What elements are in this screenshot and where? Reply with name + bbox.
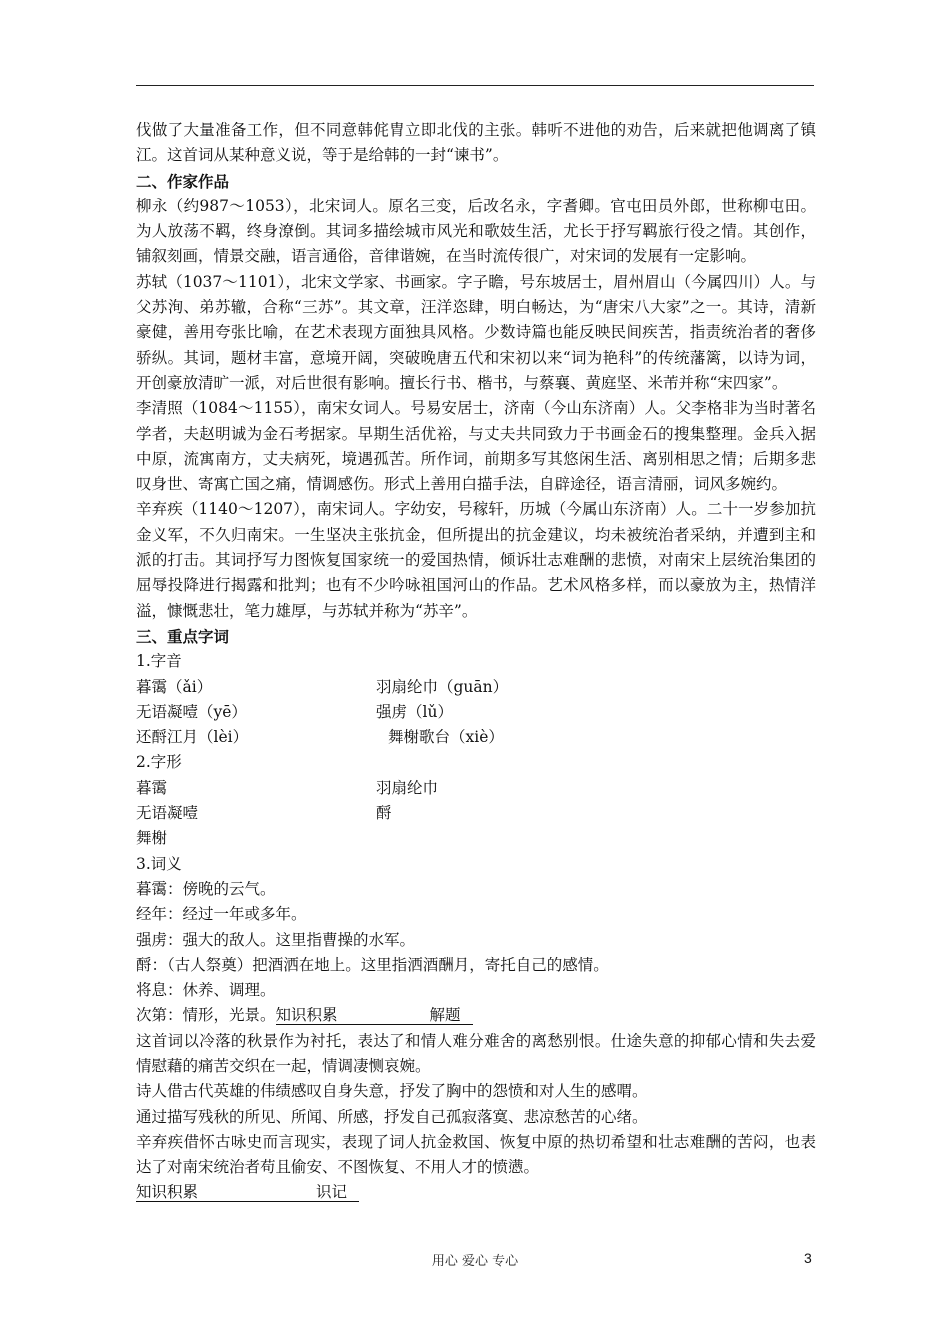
pron-item: 羽扇纶巾（guān） — [376, 677, 509, 696]
pron-item: 舞榭歌台（xiè） — [388, 728, 504, 747]
meaning-item: 次第：情形，光景。 — [136, 1006, 276, 1025]
meaning-item: 暮霭：傍晚的云气。 — [136, 879, 276, 898]
form-row — [136, 776, 816, 801]
page-number: 3 — [804, 1250, 812, 1266]
knowledge-shiji-link[interactable]: 知识积累 识记 — [136, 1183, 359, 1202]
pron-row — [136, 675, 816, 700]
knowledge-jieti-link[interactable]: 知识积累 解题 — [276, 1006, 473, 1025]
author-xinqiji: 辛弃疾（1140～1207），南宋词人。字幼安，号稼轩，历城（今属山东济南）人。二十一岁参加抗金义军，不久归南宋。一生坚决主张抗金，但所提出的抗金建议，均未被统治者采纳，并遭到主和派的打击。其词抒写力图恢复国家统一的爱国热情，倾诉壮志难酬的悲愤，对南宋上层统治集团的屈辱投降进行揭露和批判；也有不少吟咏祖国河山的作品。艺术风格多样，而以豪放为主，热情洋溢，慷慨悲壮，笔力雄厚，与苏轼并称为“苏辛”。 — [136, 500, 816, 620]
form-item: 暮霭 — [136, 778, 168, 797]
pron-row — [136, 700, 816, 725]
page-footer: 用心 爱心 专心 — [431, 1254, 519, 1269]
pron-item: 还酹江月（lèi） — [136, 728, 249, 747]
jieti-paragraph: 诗人借古代英雄的伟绩感叹自身失意，抒发了胸中的怨愤和对人生的感喟。 — [136, 1082, 648, 1101]
meaning-item: 经年：经过一年或多年。 — [136, 905, 307, 924]
section-title-vocab: 三、重点字词 — [136, 626, 230, 646]
form-title: 2.字形 — [136, 753, 182, 772]
form-row — [136, 826, 816, 851]
shiji-line — [136, 1180, 816, 1205]
form-item: 舞榭 — [136, 829, 168, 848]
section-title-authors: 二、作家作品 — [136, 171, 230, 191]
author-sushi: 苏轼（1037～1101），北宋文学家、书画家。字子瞻，号东坡居士，眉州眉山（今属四川）人。与父苏洵、弟苏辙，合称“三苏”。其文章，汪洋恣肆，明白畅达，为“唐宋八大家”之一。其诗，清新豪健，善用夸张比喻，在艺术表现方面独具风格。少数诗篇也能反映民间疾苦，指责统治者的奢侈骄纵。其词，题材丰富，意境开阔，突破晚唐五代和宋初以来“词为艳科”的传统藩篱，以诗为词，开创豪放清旷一派，对后世很有影响。擅长行书、楷书，与蔡襄、黄庭坚、米芾并称“宋四家”。 — [136, 272, 816, 392]
pron-row — [136, 725, 816, 750]
pron-item: 暮霭（ǎi） — [136, 677, 213, 696]
form-item: 无语凝噎 — [136, 804, 199, 823]
author-liqingzhao: 李清照（1084～1155），南宋女词人。号易安居士，济南（今山东济南）人。父李格非为当时著名学者，夫赵明诚为金石考据家。早期生活优裕，与丈夫共同致力于书画金石的搜集整理。金兵入据中原，流寓南方，丈夫病死，境遇孤苦。所作词，前期多写其悠闲生活、离别相思之情；后期多悲叹身世、寄寓亡国之痛，情调感伤。形式上善用白描手法，自辟途径，语言清丽，词风多婉约。 — [136, 399, 816, 494]
meaning-item: 强虏：强大的敌人。这里指曹操的水军。 — [136, 930, 416, 949]
form-item: 羽扇纶巾 — [376, 778, 439, 797]
jieti-paragraph: 通过描写残秋的所见、所闻、所感，抒发自己孤寂落寞、悲凉愁苦的心绪。 — [136, 1107, 648, 1126]
pronunciation-title: 1.字音 — [136, 652, 182, 671]
form-row — [136, 801, 816, 826]
intro-paragraph: 伐做了大量准备工作，但不同意韩侂胄立即北伐的主张。韩听不进他的劝告，后来就把他调离了镇江。这首词从某种意义说，等于是给韩的一封“谏书”。 — [136, 121, 816, 165]
pron-item: 无语凝噎（yē） — [136, 702, 247, 721]
header-rule — [136, 85, 814, 86]
meaning-title: 3.词义 — [136, 854, 182, 873]
document-body — [136, 118, 816, 1206]
form-item: 酹 — [376, 804, 392, 823]
author-liuyong: 柳永（约987～1053），北宋词人。原名三变，后改名永，字耆卿。官屯田员外郎，世称柳屯田。为人放荡不羁，终身潦倒。其词多描绘城市风光和歌妓生活，尤长于抒写羁旅行役之情。其创作，铺叙刻画，情景交融，语言通俗，音律谐婉，在当时流传很广，对宋词的发展有一定影响。 — [136, 196, 816, 266]
pron-item: 强虏（lǔ） — [376, 702, 453, 721]
meaning-item-with-link — [136, 1003, 816, 1028]
meaning-item: 酹：（古人祭奠）把酒洒在地上。这里指洒酒酬月，寄托自己的感情。 — [136, 955, 609, 974]
meaning-item: 将息：休养、调理。 — [136, 981, 276, 1000]
jieti-paragraph: 这首词以冷落的秋景作为衬托，表达了和情人难分难舍的离愁别恨。仕途失意的抑郁心情和失去爱情慰藉的痛苦交织在一起，情调凄恻哀婉。 — [136, 1031, 816, 1075]
jieti-paragraph: 辛弃疾借怀古咏史而言现实，表现了词人抗金救国、恢复中原的热切希望和壮志难酬的苦闷，也表达了对南宋统治者苟且偷安、不图恢复、不用人才的愤懑。 — [136, 1132, 816, 1177]
